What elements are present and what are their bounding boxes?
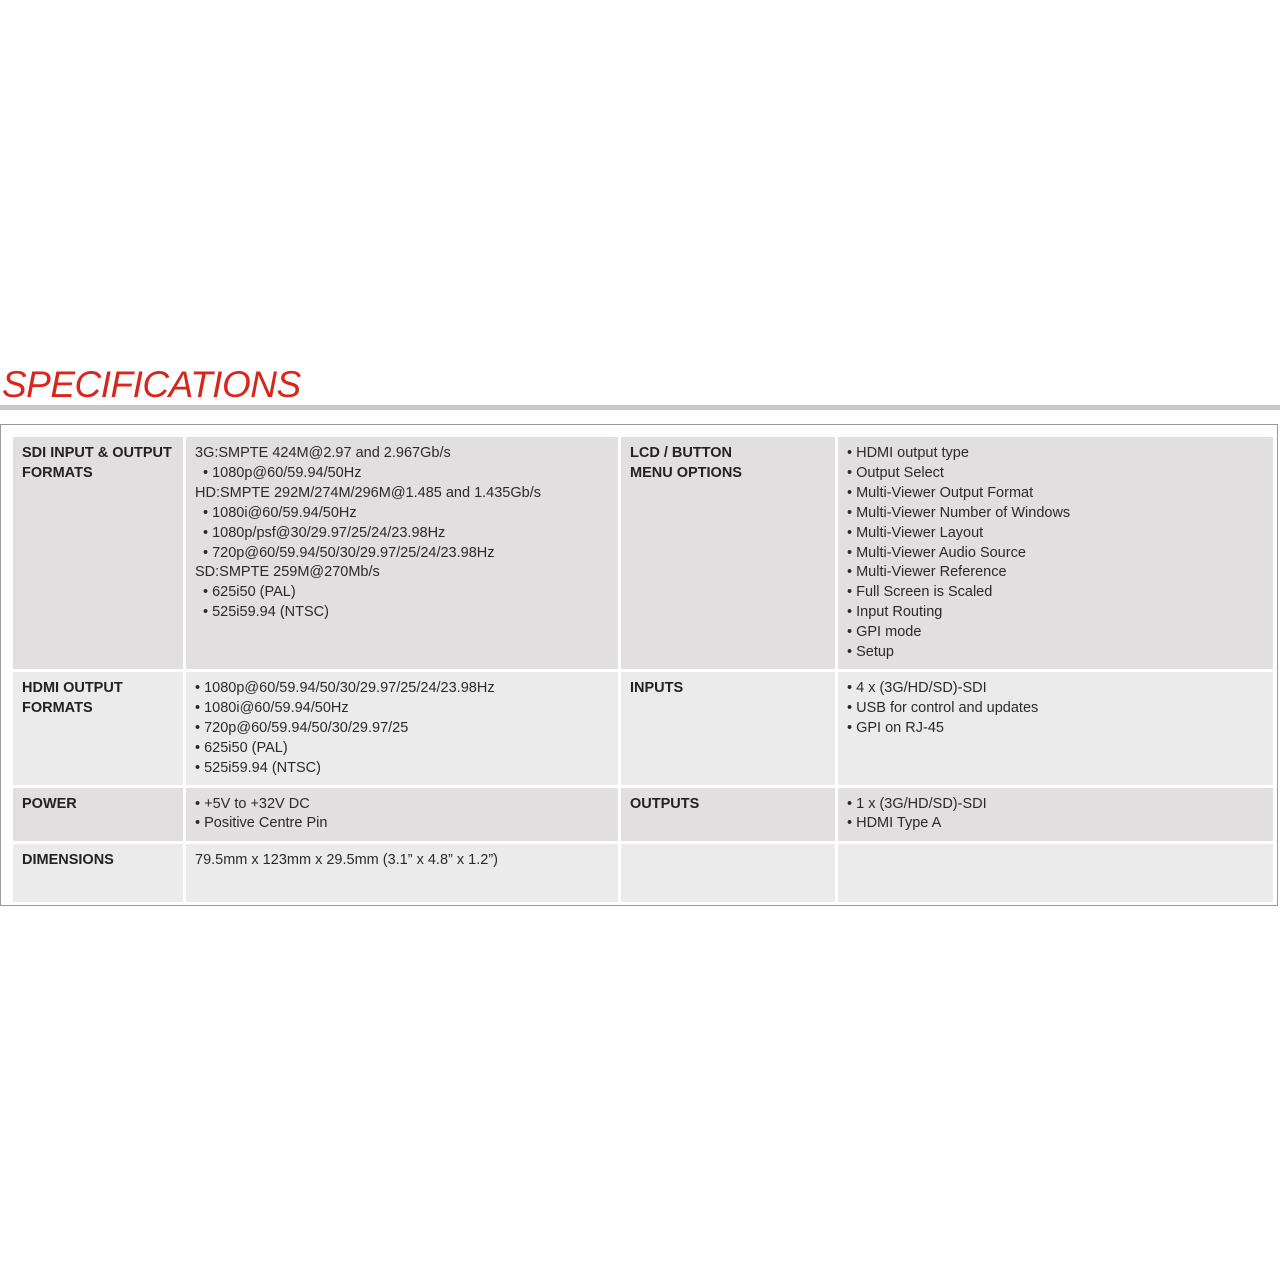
spec-label-hdmi-formats: HDMI OUTPUT FORMATS: [13, 672, 183, 785]
list-item: • 625i50 (PAL): [195, 739, 288, 756]
list-item: • 1080i@60/59.94/50Hz: [203, 504, 357, 521]
page-title: SPECIFICATIONS: [2, 364, 301, 405]
list-item: • HDMI output type: [847, 445, 969, 461]
table-row: [13, 788, 1273, 841]
spec-table: [10, 434, 1276, 905]
list-item: • 720p@60/59.94/50/30/29.97/25/24/23.98Hz: [203, 544, 495, 561]
list-item: • +5V to +32V DC: [195, 795, 310, 812]
list-item: • Multi-Viewer Reference: [847, 564, 1007, 581]
list-item: • USB for control and updates: [847, 699, 1039, 716]
list-item: • Multi-Viewer Number of Windows: [847, 504, 1071, 521]
list-item: • Full Screen is Scaled: [847, 584, 993, 601]
spec-value-outputs: [838, 788, 1273, 841]
list-item: • 525i59.94 (NTSC): [203, 604, 329, 621]
spec-value-power: [186, 788, 618, 841]
table-row: [13, 844, 1273, 902]
list-item: • 1080p@60/59.94/50/30/29.97/25/24/23.98Hz: [195, 679, 495, 696]
list-item: • Setup: [847, 644, 894, 661]
empty-cell: [838, 844, 1273, 902]
list-item: • 4 x (3G/HD/SD)-SDI: [847, 679, 987, 696]
spec-table-frame: [0, 424, 1278, 906]
spec-label-outputs: OUTPUTS: [621, 788, 835, 841]
spec-label-inputs: INPUTS: [621, 672, 835, 785]
list-item: • Positive Centre Pin: [195, 815, 328, 832]
empty-cell: [621, 844, 835, 902]
list-item: • HDMI Type A: [847, 815, 942, 832]
spec-label-dimensions: DIMENSIONS: [13, 844, 183, 902]
list-item: • Multi-Viewer Layout: [847, 524, 984, 541]
list-item: • 1080p/psf@30/29.97/25/24/23.98Hz: [203, 524, 446, 541]
list-item: • 1 x (3G/HD/SD)-SDI: [847, 795, 987, 812]
list-item: SD:SMPTE 259M@270Mb/s: [195, 564, 380, 581]
list-item: • Multi-Viewer Output Format: [847, 484, 1034, 501]
spec-value-dimensions: 79.5mm x 123mm x 29.5mm (3.1” x 4.8” x 1.2”): [186, 844, 618, 902]
spec-label-sdi-formats: SDI INPUT & OUTPUT FORMATS: [13, 437, 183, 669]
list-item: • GPI on RJ-45: [847, 719, 944, 736]
list-item: • 525i59.94 (NTSC): [195, 759, 321, 776]
list-item: • 1080p@60/59.94/50Hz: [203, 464, 362, 481]
spec-value-inputs: [838, 672, 1273, 785]
table-row: [13, 437, 1273, 669]
list-item: • GPI mode: [847, 624, 922, 641]
list-item: • Input Routing: [847, 604, 943, 621]
list-item: • 720p@60/59.94/50/30/29.97/25: [195, 719, 409, 736]
table-row: [13, 672, 1273, 785]
list-item: • Output Select: [847, 464, 944, 481]
spec-label-lcd-menu: LCD / BUTTON MENU OPTIONS: [621, 437, 835, 669]
list-item: • 1080i@60/59.94/50Hz: [195, 699, 349, 716]
list-item: • 625i50 (PAL): [203, 584, 296, 601]
spec-value-sdi-formats: [186, 437, 618, 669]
list-item: • Multi-Viewer Audio Source: [847, 544, 1026, 561]
list-item: 3G:SMPTE 424M@2.97 and 2.967Gb/s: [195, 445, 451, 461]
list-item: HD:SMPTE 292M/274M/296M@1.485 and 1.435Gb/s: [195, 484, 541, 501]
spec-value-lcd-menu: [838, 437, 1273, 669]
spec-label-power: POWER: [13, 788, 183, 841]
title-divider: [0, 405, 1280, 410]
spec-value-hdmi-formats: [186, 672, 618, 785]
